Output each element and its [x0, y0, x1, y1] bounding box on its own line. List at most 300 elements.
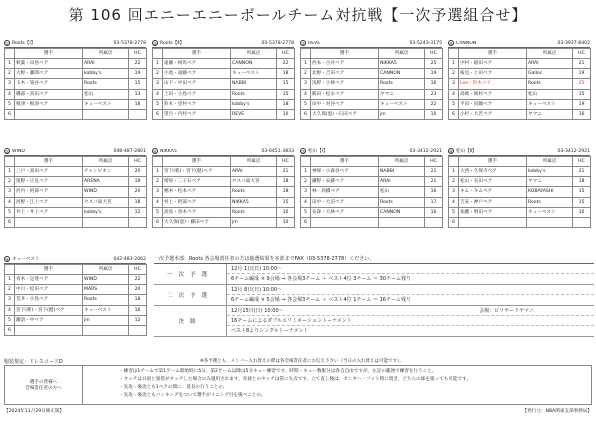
shop-name: NIKKA5 [231, 197, 277, 207]
shop-name: セスパ東大宮 [231, 177, 277, 187]
shop-name [379, 217, 425, 227]
group-table-header [301, 157, 443, 167]
handicap: 20 [129, 187, 147, 197]
handicap: 20 [129, 285, 147, 295]
stage-line [227, 316, 594, 326]
table-row [449, 187, 591, 197]
pair-name: 鈴木・里村ペア [163, 99, 231, 109]
pair-name: 北野・吉田ペア [311, 69, 379, 79]
table-row [449, 89, 591, 99]
row-number: 6 [5, 325, 15, 335]
pair-name: 青木・足達ペア [15, 275, 83, 285]
pair-name: 西本・古井ペア [311, 59, 379, 69]
group-table-header [449, 157, 591, 167]
shop-name: REVE [231, 109, 277, 119]
group-table [152, 156, 295, 228]
schedule-row [154, 264, 594, 285]
handicap: 15 [277, 197, 295, 207]
schedule-note: 一次予選本部：Roots 各会場責任者の方は抽選結果を本部までFAX（03-5378-2778）ください。 [154, 256, 375, 262]
table-row [5, 315, 147, 325]
stage-line-text: 12月 8日(日) 10:00～ [231, 287, 283, 293]
shop-name: Roots [231, 207, 277, 217]
table-row [449, 79, 591, 89]
shop-name: ヤマニ [379, 89, 425, 99]
row-number: 5 [153, 99, 163, 109]
pair-name: Lee・鈴木ペア [459, 79, 527, 89]
pair-name: 平田・真鍋ペア [459, 99, 527, 109]
table-row [5, 177, 147, 187]
table-row [5, 285, 147, 295]
handicap [129, 109, 147, 119]
shop-name: KOBAYASHI [527, 187, 573, 197]
pair-name: 増原・二子石ペア [163, 177, 231, 187]
pair-name: 河野・江上ペア [15, 197, 83, 207]
pair-name: 吉安・神戸ペア [459, 197, 527, 207]
row-number: 4 [5, 305, 15, 315]
pair-name: 高鳥・青木ペア [163, 207, 231, 217]
row-number: 4 [301, 197, 311, 207]
group-number: ③ [301, 41, 305, 46]
handicap: 19 [573, 69, 591, 79]
table-row [5, 207, 147, 217]
col-hc: HC [573, 157, 591, 167]
col-shop: 所属店 [83, 157, 129, 167]
pair-name: 林・高橋ペア [311, 187, 379, 197]
col-no [153, 157, 163, 167]
notes-header-venue: 会場責任者の方へ [25, 386, 62, 391]
row-number: 2 [5, 69, 15, 79]
group-header [300, 39, 442, 48]
handicap: 18 [277, 177, 295, 187]
stage-line [227, 285, 594, 295]
group-header [4, 147, 146, 156]
shop-name: Roots [83, 79, 129, 89]
group-number: ⑧ [449, 149, 453, 154]
col-team: 選手 [15, 157, 83, 167]
pair-name: 小杉・大若ペア [459, 109, 527, 119]
row-number: 6 [153, 109, 163, 119]
shop-name: kobby's [231, 99, 277, 109]
group-table [4, 264, 147, 336]
row-number: 3 [5, 79, 15, 89]
pair-name: 鎌野・安藤ペア [311, 177, 379, 187]
shop-name: ヤマニ [527, 109, 573, 119]
row-number: 6 [449, 217, 459, 227]
row-number: 6 [5, 109, 15, 119]
pair-name: 神保・小森谷ペア [311, 167, 379, 177]
table-row [5, 89, 147, 99]
row-number: 2 [449, 69, 459, 79]
schedule-row [154, 285, 594, 306]
shop-name: ARAI [379, 177, 425, 187]
row-number: 4 [5, 197, 15, 207]
pair-name: 小池・遠藤ペア [163, 69, 231, 79]
shop-name: 松山 [379, 187, 425, 197]
col-shop: 所属店 [231, 157, 277, 167]
group-number: ⑨ [5, 257, 9, 262]
shop-name: kobby's [527, 167, 573, 177]
shop-name: キューベスト [83, 305, 129, 315]
group-block [448, 147, 590, 228]
col-team: 選手 [311, 157, 379, 167]
group-tel: 03-3937-8402 [557, 40, 590, 46]
row-number: 1 [5, 275, 15, 285]
row-number: 2 [301, 69, 311, 79]
group-block [300, 39, 442, 120]
row-number: 2 [153, 69, 163, 79]
shop-name: kobby's [83, 207, 129, 217]
note-item: ・先攻・後攻ともバンキングをついて選手がイニング目を後ペことの。 [119, 393, 266, 398]
pair-name: 楢木・松本ペア [163, 187, 231, 197]
shop-name: WIND [83, 275, 129, 285]
group-block [300, 147, 442, 228]
col-team: 選手 [15, 265, 83, 275]
handicap: 16 [425, 187, 443, 197]
handicap: 25 [573, 79, 591, 89]
group-block [4, 255, 146, 336]
pair-name [15, 217, 83, 227]
stage-label: 二次予選 [166, 293, 213, 299]
handicap: 19 [129, 177, 147, 187]
notes-header [5, 366, 83, 404]
row-number: 1 [5, 167, 15, 177]
table-row [449, 177, 591, 187]
group-block [152, 39, 294, 120]
table-row [5, 109, 147, 119]
col-team: 選手 [163, 157, 231, 167]
col-hc: HC [573, 49, 591, 59]
handicap: 21 [573, 167, 591, 177]
row-number: 5 [5, 99, 15, 109]
table-row [5, 99, 147, 109]
page-title: 第 106 回エニーエニーボールチーム対抗戦【一次予選組合せ】 [68, 6, 528, 24]
stage-label: 決勝 [178, 319, 202, 325]
table-row [153, 197, 295, 207]
pair-name: 玉木・染谷ペア [15, 79, 83, 89]
table-row [301, 99, 443, 109]
col-no [301, 157, 311, 167]
pair-name: 大西・久保寺ペア [459, 167, 527, 177]
shop-name: Galloc [527, 69, 573, 79]
col-team: 選手 [163, 49, 231, 59]
group-tel: 042-483-2062 [113, 256, 146, 262]
col-no [449, 157, 459, 167]
group-name: 松山【Ⅱ】 [456, 149, 477, 154]
group-table [448, 48, 591, 120]
table-row [5, 295, 147, 305]
handicap: 18 [277, 69, 295, 79]
pair-name: 尾野・正見ペア [15, 177, 83, 187]
shop-name: Roots [379, 79, 425, 89]
shop-name: キューベスト [83, 99, 129, 109]
handicap: 18 [277, 187, 295, 197]
pair-name: 三戸・高田ペア [15, 167, 83, 177]
handicap: 16 [129, 305, 147, 315]
pair-name: 大野・藤間ペア [15, 69, 83, 79]
handicap: 18 [129, 295, 147, 305]
table-row [5, 69, 147, 79]
col-no [5, 157, 15, 167]
group-tel: 03-5243-3175 [409, 40, 442, 46]
row-number: 1 [449, 59, 459, 69]
group-table [300, 156, 443, 228]
handicap: 10 [277, 217, 295, 227]
pair-name: 田中・対谷ペア [311, 99, 379, 109]
handicap: 18 [129, 197, 147, 207]
col-hc: HC [425, 49, 443, 59]
group-name: 松山【Ⅰ】 [308, 149, 328, 154]
schedule-table [154, 263, 594, 337]
stage-line [227, 326, 594, 336]
handicap: 21 [573, 59, 591, 69]
schedule-row [154, 306, 594, 337]
handicap: 18 [129, 99, 147, 109]
handicap: 22 [129, 275, 147, 285]
table-row [301, 89, 443, 99]
table-row [153, 79, 295, 89]
table-row [153, 187, 295, 197]
group-table-header [5, 157, 147, 167]
group-table [152, 48, 295, 120]
group-name: Roots【Ⅰ】 [12, 41, 36, 46]
shop-name: キューベスト [527, 207, 573, 217]
stage-line-text: 16チームによるダブルエリミネーショントーナメント [231, 318, 352, 324]
group-header [4, 39, 146, 48]
table-row [153, 99, 295, 109]
handicap: 15 [573, 89, 591, 99]
handicap: 16 [425, 79, 443, 89]
pair-name [311, 217, 379, 227]
table-row [301, 167, 443, 177]
pair-name [15, 109, 83, 119]
shop-name: キューベスト [379, 99, 425, 109]
shop-name: キューベスト [527, 99, 573, 109]
handicap: 10 [277, 109, 295, 119]
row-number: 4 [301, 89, 311, 99]
col-team: 選手 [459, 157, 527, 167]
shop-name [527, 217, 573, 227]
group-name: Roots【Ⅱ】 [160, 41, 185, 46]
row-number: 5 [301, 99, 311, 109]
table-row [153, 217, 295, 227]
table-row [153, 207, 295, 217]
row-number: 2 [5, 285, 15, 295]
group-table-header [153, 157, 295, 167]
row-number: 3 [153, 187, 163, 197]
col-shop: 所属店 [231, 49, 277, 59]
table-row [5, 305, 147, 315]
group-header [300, 147, 442, 156]
row-number: 5 [449, 99, 459, 109]
shop-name: ARAI [527, 59, 573, 69]
group-block [448, 39, 590, 120]
schedule-section [154, 255, 594, 337]
shop-name: Roots [231, 187, 277, 197]
shop-name: ヤマニ [527, 177, 573, 187]
pair-name: 加藤・増田ペア [459, 207, 527, 217]
row-number: 3 [5, 295, 15, 305]
group-header [448, 39, 590, 48]
row-number: 6 [301, 217, 311, 227]
table-row [153, 59, 295, 69]
col-shop: 所属店 [83, 265, 129, 275]
col-no [5, 265, 15, 275]
col-hc: HC [277, 49, 295, 59]
row-number: 6 [301, 109, 311, 119]
note-item: ・先攻・後攻とも1ペアの間に、延長の行うことの。 [119, 385, 228, 390]
shop-name: jm [83, 315, 129, 325]
table-row [449, 59, 591, 69]
row-number: 3 [449, 187, 459, 197]
pair-name: 田中・大沼ペア [311, 197, 379, 207]
col-hc: HC [129, 265, 147, 275]
table-row [301, 177, 443, 187]
group-name: REVE [308, 40, 321, 46]
col-team: 選手 [15, 49, 83, 59]
group-tel: 03-6451-3833 [261, 148, 294, 154]
group-number: ⑤ [5, 149, 9, 154]
pair-name [459, 217, 527, 227]
row-number: 6 [5, 217, 15, 227]
group-name: CANNON [456, 40, 477, 46]
handicap: 23 [425, 89, 443, 99]
table-row [301, 217, 443, 227]
row-number: 5 [301, 207, 311, 217]
group-number: ① [5, 41, 9, 46]
group-tel: 03-5378-2778 [113, 40, 146, 46]
group-table [448, 156, 591, 228]
pair-name: 高崎・岡村ペア [459, 89, 527, 99]
row-number: 1 [5, 59, 15, 69]
note-item: ・タッチは日頃と異常がタッチした場合のみ適用されます。赤球とのタッチは常に失点です。立て直し後は、センター・フット時に置き、どちらの球を狙っても可能です。 [119, 377, 471, 382]
revision-label: 【2024年11月29日修正版】 [4, 409, 65, 414]
stage-line-text: ベスト8よりシングルトーナメント [231, 328, 309, 334]
pair-name: 宮下(新)・宮下(健)ペア [15, 305, 83, 315]
handicap: 12 [129, 315, 147, 325]
row-number: 6 [449, 109, 459, 119]
table-row [5, 59, 147, 69]
table-row [301, 187, 443, 197]
shop-name: MARS [83, 285, 129, 295]
table-row [153, 69, 295, 79]
group-header [448, 147, 590, 156]
table-row [153, 109, 295, 119]
handicap: 20 [129, 167, 147, 177]
pair-name: 大久保(恵)・石田ペア [311, 109, 379, 119]
table-row [301, 197, 443, 207]
handicap: 19 [425, 69, 443, 79]
handicap: 19 [129, 69, 147, 79]
row-number: 3 [153, 79, 163, 89]
row-number: 3 [449, 79, 459, 89]
pair-name [15, 325, 83, 335]
row-number: 2 [5, 177, 15, 187]
handicap: 16 [425, 207, 443, 217]
group-block [152, 147, 294, 228]
col-shop: 所属店 [379, 157, 425, 167]
group-table [300, 48, 443, 120]
stage-venue: 会場：ビリヤードヤマニ [479, 308, 534, 314]
table-row [449, 167, 591, 177]
group-block [4, 147, 146, 228]
dress-code: 服装規定：ドレスコードD [4, 359, 63, 365]
stage-line-text: 12月15日(日) 10:00～ [231, 308, 284, 314]
row-number: 6 [153, 217, 163, 227]
stage-line [227, 295, 594, 305]
handicap: 25 [425, 59, 443, 69]
handicap: 15 [573, 197, 591, 207]
handicap: 15 [129, 79, 147, 89]
group-name: NIKKA5 [160, 148, 177, 154]
table-row [301, 207, 443, 217]
shop-name: Roots [527, 79, 573, 89]
pair-name: 中川・松田ペア [15, 285, 83, 295]
shop-name: 松山 [527, 89, 573, 99]
stage-body [226, 264, 594, 284]
table-row [153, 177, 295, 187]
stage-line [227, 306, 594, 316]
handicap: 15 [277, 89, 295, 99]
pair-name: 遠藤・相馬ペア [163, 59, 231, 69]
stage-label: 一次予選 [166, 272, 213, 278]
stage-line-text: 6チーム編成 × 5会場 ⇒ 各会場3チーム ＋ ベスト4位 1チーム ＝ 16チーム残り [231, 297, 411, 303]
table-row [449, 69, 591, 79]
row-number: 5 [5, 207, 15, 217]
pair-name: 望月・内村ペア [163, 109, 231, 119]
group-tel: 03-5378-2778 [261, 40, 294, 46]
pair-name: 秋葉・田島ペア [15, 59, 83, 69]
row-number: 3 [5, 187, 15, 197]
col-hc: HC [277, 157, 295, 167]
shop-name: CANNON [379, 207, 425, 217]
stage-line [227, 274, 594, 284]
pair-name: キム・キムペア [459, 187, 527, 197]
publisher-label: 【発行元：NBA関東支部事務局】 [522, 409, 592, 414]
shop-name: kobby's [83, 69, 129, 79]
table-row [301, 59, 443, 69]
row-number: 4 [5, 89, 15, 99]
table-row [5, 197, 147, 207]
row-number: 4 [449, 197, 459, 207]
col-shop: 所属店 [83, 49, 129, 59]
row-number: 5 [153, 207, 163, 217]
handicap [425, 217, 443, 227]
handicap [129, 325, 147, 335]
stage-line-text: 6チーム編成 × 9会場 ⇒ 各会場3チーム ＋ ベスト4位 3チーム ＝ 30チーム残り [231, 276, 411, 282]
col-hc: HC [129, 157, 147, 167]
handicap: 22 [425, 99, 443, 109]
table-row [5, 187, 147, 197]
row-number: 3 [301, 187, 311, 197]
row-number: 4 [153, 89, 163, 99]
pair-name: 中村・稲田ペア [459, 59, 527, 69]
col-shop: 所属店 [527, 157, 573, 167]
row-number: 2 [301, 177, 311, 187]
shop-name [83, 325, 129, 335]
row-number: 4 [153, 197, 163, 207]
group-number: ⑥ [153, 149, 157, 154]
shop-name: 松山 [83, 89, 129, 99]
pair-name: 桜見・上田ペア [459, 69, 527, 79]
col-hc: HC [129, 49, 147, 59]
pair-name: 村上・阿部ペア [163, 197, 231, 207]
col-hc: HC [425, 157, 443, 167]
pair-name: 瀬語・中ペア [15, 315, 83, 325]
row-number: 1 [301, 167, 311, 177]
row-number: 5 [449, 207, 459, 217]
table-row [449, 217, 591, 227]
group-tel: 03-3412-2921 [409, 148, 442, 154]
